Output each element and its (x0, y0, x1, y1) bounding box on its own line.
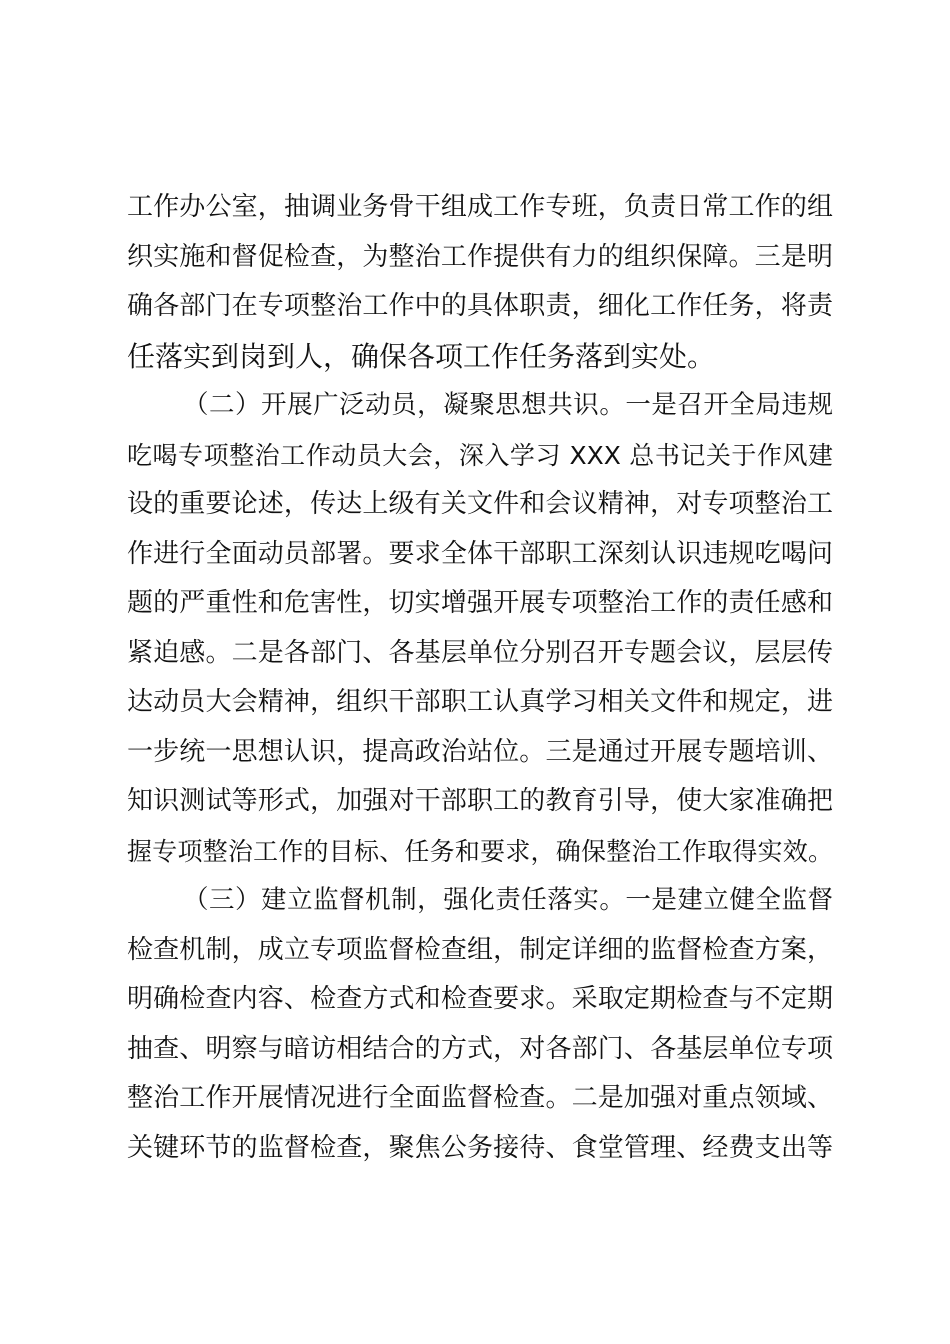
text-line-6: 吃喝专项整治工作动员大会，深入学习 XXX 总书记关于作风建 (127, 440, 833, 470)
text-line-13: 知识测试等形式，加强对干部职工的教育引导，使大家准确把 (127, 786, 833, 816)
text-line-19: 整治工作开展情况进行全面监督检查。二是加强对重点领域、 (127, 1083, 833, 1113)
text-line-16: 检查机制，成立专项监督检查组，制定详细的监督检查方案， (127, 934, 833, 965)
text-line-15: （三）建立监督机制，强化责任落实。一是建立健全监督 (183, 885, 833, 915)
text-line-3: 确各部门在专项整治工作中的具体职责，细化工作任务，将责 (127, 291, 833, 321)
text-line-7: 设的重要论述，传达上级有关文件和会议精神，对专项整治工 (127, 489, 833, 519)
text-line-11: 达动员大会精神，组织干部职工认真学习相关文件和规定，进 (127, 687, 833, 717)
text-line-4: 任落实到岗到人，确保各项工作任务落到实处。 (127, 339, 716, 373)
text-line-8: 作进行全面动员部署。要求全体干部职工深刻认识违规吃喝问 (127, 538, 833, 569)
text-line-1: 工作办公室，抽调业务骨干组成工作专班，负责日常工作的组 (127, 192, 833, 222)
text-line-14: 握专项整治工作的目标、任务和要求，确保整治工作取得实效。 (127, 836, 833, 866)
text-line-9: 题的严重性和危害性，切实增强开展专项整治工作的责任感和 (127, 588, 833, 618)
document-body (127, 183, 833, 1173)
text-line-18: 抽查、明察与暗访相结合的方式，对各部门、各基层单位专项 (127, 1033, 833, 1064)
text-line-10: 紧迫感。二是各部门、各基层单位分别召开专题会议，层层传 (127, 637, 833, 668)
text-line-5: （二）开展广泛动员，凝聚思想共识。一是召开全局违规 (183, 390, 833, 420)
text-line-20: 关键环节的监督检查，聚焦公务接待、食堂管理、经费支出等 (127, 1132, 833, 1163)
text-line-17: 明确检查内容、检查方式和检查要求。采取定期检查与不定期 (127, 984, 833, 1014)
text-line-2: 织实施和督促检查，为整治工作提供有力的组织保障。三是明 (127, 241, 833, 272)
text-line-12: 一步统一思想认识，提高政治站位。三是通过开展专题培训、 (127, 736, 833, 767)
